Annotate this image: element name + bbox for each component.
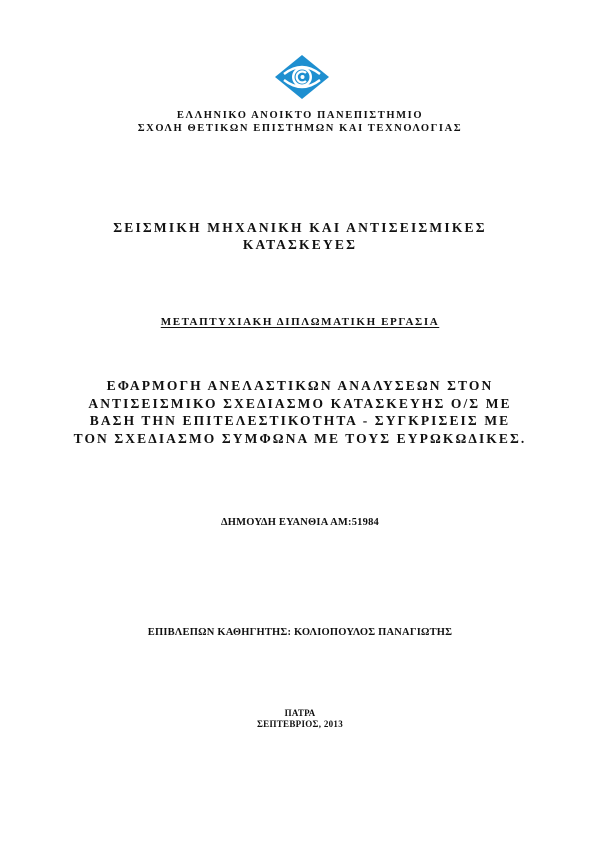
university-header [0, 109, 600, 135]
place: ΠΑΤΡΑ [284, 708, 316, 718]
thesis-title-line-3: ΒΑΣΗ ΤΗΝ ΕΠΙΤΕΛΕΣΤΙΚΟΤΗΤΑ - ΣΥΓΚΡΙΣΕΙΣ ΜΕ [89, 413, 511, 428]
university-logo-icon [274, 54, 330, 100]
university-name: ΕΛΛΗΝΙΚΟ ΑΝΟΙΚΤΟ ΠΑΝΕΠΙΣΤΗΜΙΟ [176, 110, 424, 121]
author-name: ΔΗΜΟΥΔΗ ΕΥΑΝΘΙΑ ΑΜ:51984 [221, 517, 379, 528]
school-name: ΣΧΟΛΗ ΘΕΤΙΚΩΝ ΕΠΙΣΤΗΜΩΝ ΚΑΙ ΤΕΧΝΟΛΟΓΙΑΣ [137, 123, 463, 134]
supervisor-name: ΕΠΙΒΛΕΠΩΝ ΚΑΘΗΓΗΤΗΣ: ΚΟΛΙΟΠΟΥΛΟΣ ΠΑΝΑΓΙΩΤΗΣ [147, 627, 453, 638]
author-line [0, 516, 600, 529]
thesis-type-heading [0, 315, 600, 329]
thesis-title-line-4: ΤΟΝ ΣΧΕΔΙΑΣΜΟ ΣΥΜΦΩΝΑ ΜΕ ΤΟΥΣ ΕΥΡΩΚΩΔΙΚΕΣ. [73, 430, 527, 446]
supervisor-line [0, 626, 600, 639]
course-title-line-2: ΚΑΤΑΣΚΕΥΕΣ [242, 237, 358, 252]
thesis-type-label: ΜΕΤΑΠΤΥΧΙΑΚΗ ΔΙΠΛΩΜΑΤΙΚΗ ΕΡΓΑΣΙΑ [160, 316, 440, 328]
thesis-title [0, 377, 600, 447]
course-title [0, 219, 600, 253]
thesis-title-line-2: ΑΝΤΙΣΕΙΣΜΙΚΟ ΣΧΕΔΙΑΣΜΟ ΚΑΤΑΣΚΕΥΗΣ Ο/Σ ΜΕ [88, 395, 512, 411]
course-title-line-1: ΣΕΙΣΜΙΚΗ ΜΗΧΑΝΙΚΗ ΚΑΙ ΑΝΤΙΣΕΙΣΜΙΚΕΣ [113, 220, 487, 235]
thesis-title-line-1: ΕΦΑΡΜΟΓΗ ΑΝΕΛΑΣΤΙΚΩΝ ΑΝΑΛΥΣΕΩΝ ΣΤΟΝ [106, 378, 494, 393]
date: ΣΕΠΤΕΒΡΙΟΣ, 2013 [256, 719, 344, 729]
place-date [0, 708, 600, 730]
